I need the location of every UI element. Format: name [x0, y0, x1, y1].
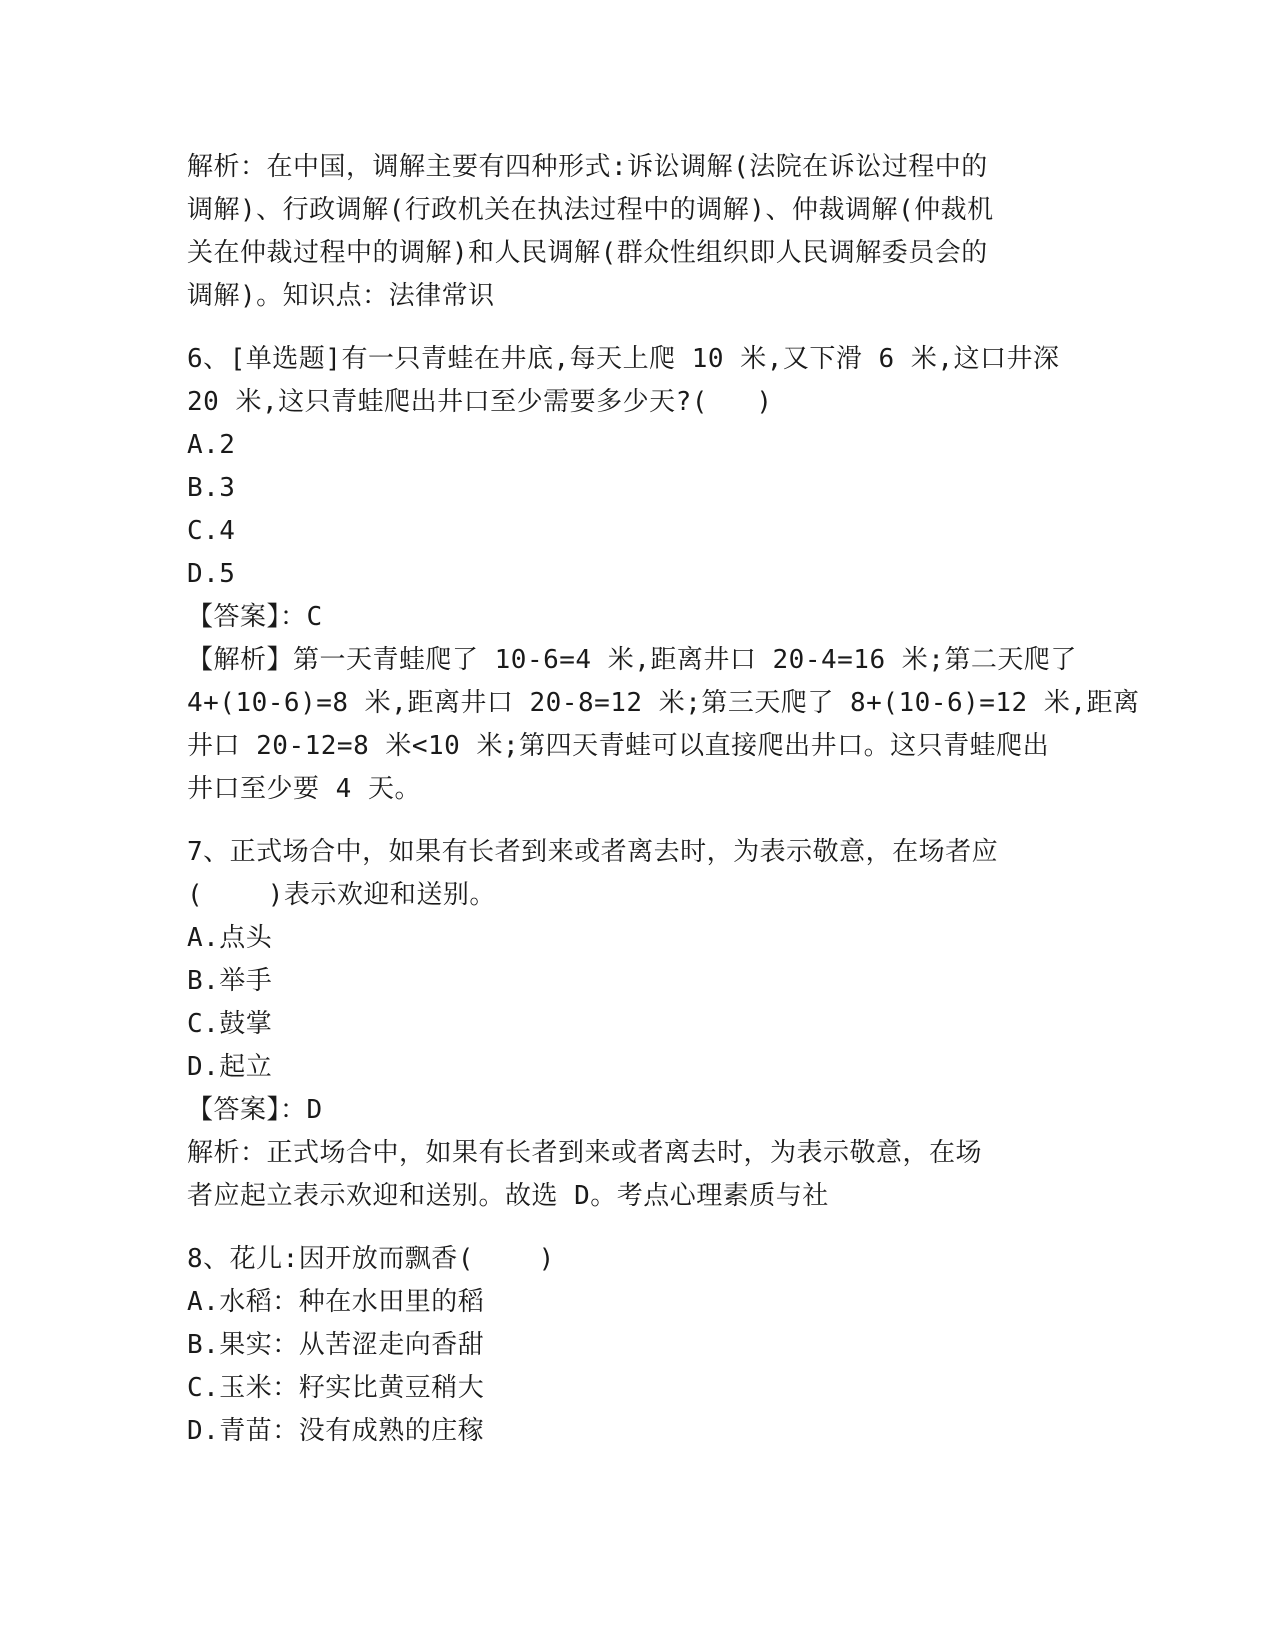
answer: 【答案】：D [187, 1095, 323, 1125]
option-b: B.果实：从苦涩走向香甜 [187, 1330, 485, 1360]
option-d: D.青苗：没有成熟的庄稼 [187, 1416, 485, 1446]
option-a: A.2 [187, 430, 236, 460]
analysis-line: 关在仲裁过程中的调解)和人民调解(群众性组织即人民调解委员会的 [187, 238, 988, 268]
question-stem: 8、花儿:因开放而飘香( ) [187, 1244, 555, 1274]
option-b: B.3 [187, 473, 236, 503]
option-c: C.玉米：籽实比黄豆稍大 [187, 1373, 485, 1403]
option-a: A.水稻：种在水田里的稻 [187, 1287, 485, 1317]
question-8 [187, 1238, 1087, 1453]
option-a: A.点头 [187, 923, 273, 953]
analysis-line: 调解)、行政调解(行政机关在执法过程中的调解)、仲裁调解(仲裁机 [187, 195, 994, 225]
option-b: B.举手 [187, 966, 273, 996]
analysis-line: 调解)。知识点：法律常识 [187, 281, 495, 311]
question-7 [187, 831, 1087, 1218]
analysis-line: 井口 20-12=8 米<10 米;第四天青蛙可以直接爬出井口。这只青蛙爬出 [187, 731, 1050, 761]
analysis-line: 4+(10-6)=8 米,距离井口 20-8=12 米;第三天爬了 8+(10-6)=12 米,距离 [187, 688, 1140, 718]
intro-analysis [187, 146, 1087, 318]
option-d: D.5 [187, 559, 236, 589]
analysis-line: 者应起立表示欢迎和送别。故选 D。考点心理素质与社 [187, 1181, 829, 1211]
analysis-line: 【解析】第一天青蛙爬了 10-6=4 米,距离井口 20-4=16 米;第二天爬了 [187, 645, 1077, 675]
option-d: D.起立 [187, 1052, 273, 1082]
question-stem: ( )表示欢迎和送别。 [187, 880, 496, 910]
analysis-line: 解析：在中国，调解主要有四种形式:诉讼调解(法院在诉讼过程中的 [187, 152, 988, 182]
question-6 [187, 338, 1140, 811]
document-page [187, 146, 1140, 1453]
question-stem: 20 米,这只青蛙爬出井口至少需要多少天?( ) [187, 387, 773, 417]
answer: 【答案】：C [187, 602, 323, 632]
analysis-line: 井口至少要 4 天。 [187, 774, 421, 804]
option-c: C.鼓掌 [187, 1009, 273, 1039]
option-c: C.4 [187, 516, 236, 546]
question-stem: 7、正式场合中，如果有长者到来或者离去时，为表示敬意，在场者应 [187, 837, 999, 867]
question-stem: 6、[单选题]有一只青蛙在井底,每天上爬 10 米,又下滑 6 米,这口井深 [187, 344, 1060, 374]
analysis-line: 解析：正式场合中，如果有长者到来或者离去时，为表示敬意，在场 [187, 1138, 983, 1168]
